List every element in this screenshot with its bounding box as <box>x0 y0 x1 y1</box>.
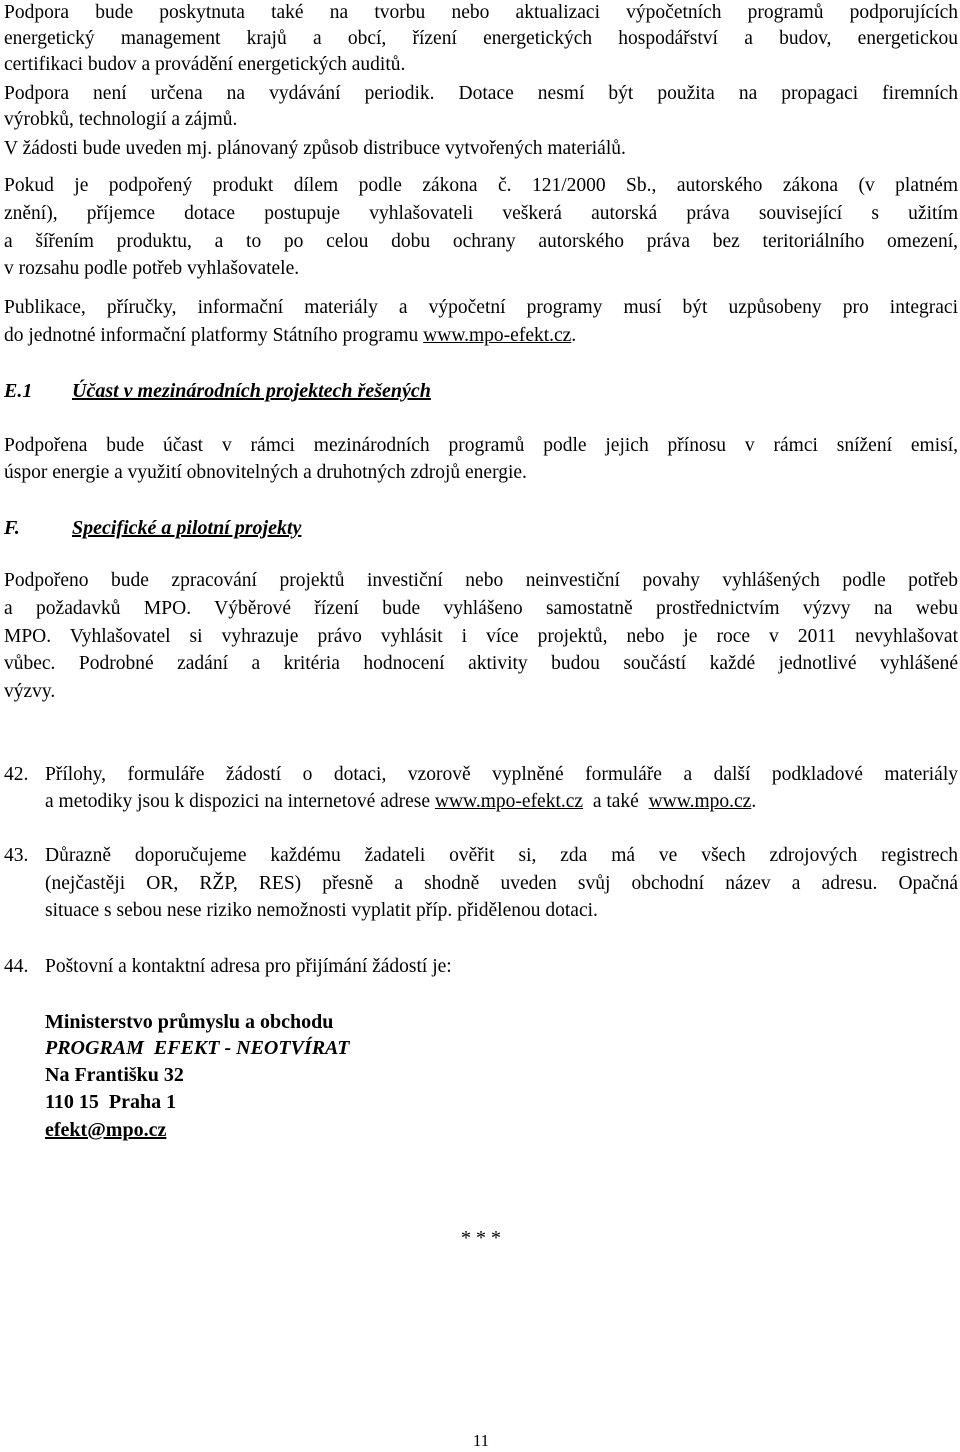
link-mpo-efekt[interactable]: www.mpo-efekt.cz <box>434 791 584 812</box>
text: a také <box>583 791 649 812</box>
paragraph-line: Podpora bude poskytnuta také na tvorbu nebo aktualizaci výpočetních programů podporujících <box>4 2 958 23</box>
paragraph-line: Poštovní a kontaktní adresa pro přijímání žádostí je: <box>45 956 452 977</box>
text: a metodiky jsou k dispozici na internetové adrese <box>45 791 435 812</box>
text: . <box>751 791 757 812</box>
paragraph-line: Publikace, příručky, informační materiály a výpočetní programy musí být uzpůsobeny pro integraci <box>4 297 958 318</box>
text: . <box>571 325 577 346</box>
paragraph-line: úspor energie a využití obnovitelných a druhotných zdrojů energie. <box>4 462 527 483</box>
section-divider-stars: * * * <box>461 1227 501 1249</box>
paragraph-line: energetický management krajů a obcí, řízení energetických hospodářství a budov, energetickou <box>4 28 958 49</box>
paragraph-line: vůbec. Podrobné zadání a kritéria hodnocení aktivity budou součástí každé jednotlivé vyhlášené <box>4 653 958 674</box>
paragraph-line <box>4 323 958 349</box>
link-mpo-efekt[interactable]: www.mpo-efekt.cz <box>423 325 572 346</box>
paragraph-line: (nejčastěji OR, RŽP, RES) přesně a shodně uveden svůj obchodní název a adresu. Opačná <box>45 873 958 894</box>
paragraph-line: V žádosti bude uveden mj. plánovaný způsob distribuce vytvořených materiálů. <box>4 138 626 159</box>
paragraph-line: výzvy. <box>4 681 56 702</box>
section-number: F. <box>4 517 20 539</box>
paragraph-line: a šířením produktu, a to po celou dobu ochrany autorského práva bez teritoriálního omezení, <box>4 231 958 252</box>
paragraph-line: Podpora není určena na vydávání periodik. Dotace nesmí být použita na propagaci firemních <box>4 83 958 104</box>
paragraph-line: a požadavků MPO. Výběrové řízení bude vyhlášeno samostatně prostřednictvím výzvy na webu <box>4 598 958 619</box>
paragraph-line: v rozsahu podle potřeb vyhlašovatele. <box>4 258 300 279</box>
address-city: 110 15 Praha 1 <box>45 1091 177 1113</box>
paragraph-line: Podpořena bude účast v rámci mezinárodních programů podle jejich přínosu v rámci snížení emisí, <box>4 435 958 456</box>
item-number: 44. <box>4 956 29 977</box>
section-number: E.1 <box>4 380 33 402</box>
address-program: PROGRAM EFEKT - NEOTVÍRAT <box>45 1037 350 1059</box>
link-mpo[interactable]: www.mpo.cz <box>648 791 752 812</box>
paragraph-line: znění), příjemce dotace postupuje vyhlašovateli veškerá autorská práva související s užitím <box>4 203 958 224</box>
address-organization: Ministerstvo průmyslu a obchodu <box>45 1011 334 1033</box>
page-number: 11 <box>472 1431 490 1450</box>
paragraph-line <box>45 789 958 815</box>
item-number: 43. <box>4 845 29 866</box>
section-title: Účast v mezinárodních projektech řešených <box>72 380 431 402</box>
paragraph-line: výrobků, technologií a zájmů. <box>4 109 238 130</box>
paragraph-line: certifikaci budov a provádění energetických auditů. <box>4 54 406 75</box>
paragraph-line: Důrazně doporučujeme každému žadateli ověřit si, zda má ve všech zdrojových registrech <box>45 845 958 866</box>
section-heading <box>4 515 301 541</box>
paragraph-line: situace s sebou nese riziko nemožnosti vyplatit příp. přidělenou dotaci. <box>45 900 598 921</box>
item-number: 42. <box>4 764 29 785</box>
address-street: Na Františku 32 <box>45 1064 184 1086</box>
paragraph-line: Pokud je podpořený produkt dílem podle zákona č. 121/2000 Sb., autorského zákona (v platném <box>4 175 958 196</box>
address-email-link[interactable]: efekt@mpo.cz <box>45 1119 167 1141</box>
paragraph-line: Přílohy, formuláře žádostí o dotaci, vzorově vyplněné formuláře a další podkladové materiály <box>45 764 958 785</box>
paragraph-line: Podpořeno bude zpracování projektů investiční nebo neinvestiční povahy vyhlášených podle potřeb <box>4 570 958 591</box>
paragraph-line: MPO. Vyhlašovatel si vyhrazuje právo vyhlásit i více projektů, nebo je roce v 2011 nevyhlašovat <box>4 626 958 647</box>
section-heading <box>4 378 431 404</box>
section-title: Specifické a pilotní projekty <box>72 517 302 539</box>
text: do jednotné informační platformy Státního programu <box>4 325 424 346</box>
